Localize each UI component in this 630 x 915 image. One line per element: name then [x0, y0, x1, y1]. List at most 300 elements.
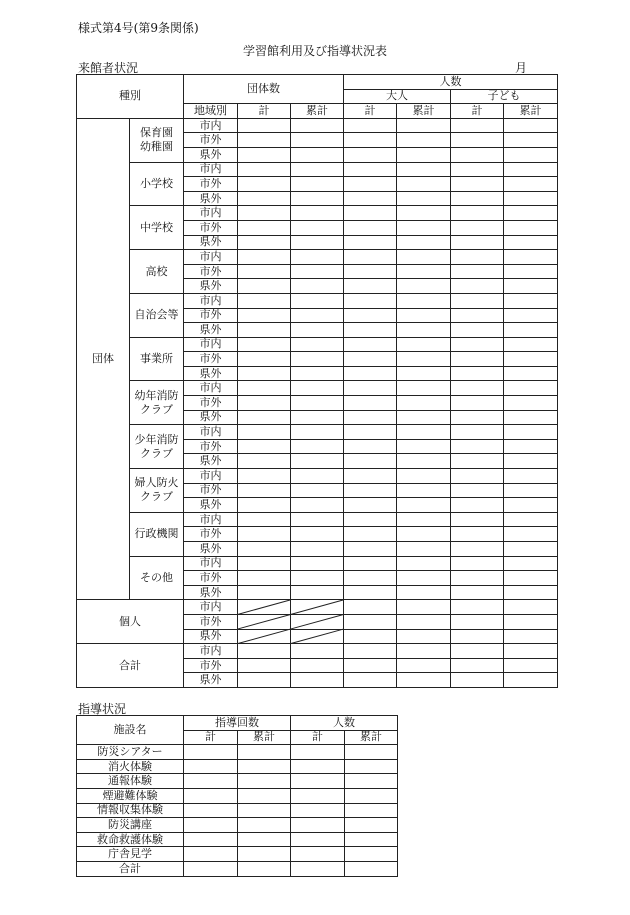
count-cell[interactable] [238, 527, 291, 542]
count-cell[interactable] [238, 220, 291, 235]
count-cell[interactable] [397, 673, 451, 688]
count-cell[interactable] [397, 614, 451, 629]
document-title: 学習館利用及び指導状況表 [242, 44, 387, 58]
count-cell[interactable] [451, 483, 504, 498]
count-cell[interactable] [291, 600, 344, 615]
count-cell[interactable] [504, 147, 558, 162]
count-cell[interactable] [238, 133, 291, 148]
count-cell[interactable] [397, 191, 451, 206]
header-people: 人数 [344, 75, 558, 90]
count-cell[interactable] [238, 425, 291, 440]
guidance-cell[interactable] [291, 832, 345, 847]
count-cell[interactable] [451, 235, 504, 250]
count-cell[interactable] [504, 337, 558, 352]
count-cell[interactable] [344, 600, 397, 615]
region-label: 市内 [184, 469, 238, 484]
count-cell[interactable] [291, 133, 344, 148]
count-cell[interactable] [451, 600, 504, 615]
count-cell[interactable] [504, 571, 558, 586]
guidance-cell[interactable] [184, 803, 238, 818]
count-cell[interactable] [291, 235, 344, 250]
count-cell[interactable] [344, 308, 397, 323]
count-cell[interactable] [397, 644, 451, 659]
header-child-total: 計 [451, 104, 504, 119]
count-cell[interactable] [238, 673, 291, 688]
count-cell[interactable] [451, 250, 504, 265]
count-cell[interactable] [504, 600, 558, 615]
count-cell[interactable] [504, 673, 558, 688]
count-cell[interactable] [291, 250, 344, 265]
count-cell[interactable] [238, 337, 291, 352]
count-cell[interactable] [344, 162, 397, 177]
guidance-cell[interactable] [238, 788, 291, 803]
count-cell[interactable] [291, 177, 344, 192]
count-cell[interactable] [451, 512, 504, 527]
count-cell[interactable] [397, 396, 451, 411]
count-cell[interactable] [504, 323, 558, 338]
count-cell[interactable] [397, 527, 451, 542]
count-cell[interactable] [451, 118, 504, 133]
count-cell[interactable] [451, 177, 504, 192]
region-label: 市内 [184, 293, 238, 308]
guidance-cell[interactable] [238, 745, 291, 760]
count-cell[interactable] [291, 279, 344, 294]
count-cell[interactable] [344, 469, 397, 484]
count-cell[interactable] [504, 220, 558, 235]
count-cell[interactable] [397, 585, 451, 600]
count-cell[interactable] [344, 337, 397, 352]
count-cell[interactable] [451, 410, 504, 425]
count-cell[interactable] [397, 425, 451, 440]
count-cell[interactable] [344, 264, 397, 279]
count-cell[interactable] [238, 454, 291, 469]
count-cell[interactable] [344, 220, 397, 235]
count-cell[interactable] [451, 469, 504, 484]
count-cell[interactable] [344, 323, 397, 338]
count-cell[interactable] [291, 673, 344, 688]
count-cell[interactable] [344, 147, 397, 162]
count-cell[interactable] [291, 658, 344, 673]
count-cell[interactable] [238, 483, 291, 498]
guidance-cell[interactable] [345, 832, 398, 847]
count-cell[interactable] [397, 439, 451, 454]
count-cell[interactable] [344, 673, 397, 688]
count-cell[interactable] [504, 118, 558, 133]
count-cell[interactable] [238, 410, 291, 425]
count-cell[interactable] [291, 527, 344, 542]
count-cell[interactable] [344, 542, 397, 557]
count-cell[interactable] [451, 498, 504, 513]
guidance-cell[interactable] [238, 832, 291, 847]
count-cell[interactable] [344, 454, 397, 469]
count-cell[interactable] [397, 147, 451, 162]
count-cell[interactable] [291, 366, 344, 381]
count-cell[interactable] [291, 206, 344, 221]
facility-label: 防災講座 [77, 818, 184, 833]
count-cell[interactable] [344, 293, 397, 308]
count-cell[interactable] [504, 527, 558, 542]
header-group-total: 計 [238, 104, 291, 119]
count-cell[interactable] [451, 571, 504, 586]
header-adult-cumulative: 累計 [397, 104, 451, 119]
count-cell[interactable] [291, 469, 344, 484]
count-cell[interactable] [291, 220, 344, 235]
count-cell[interactable] [344, 118, 397, 133]
count-cell[interactable] [238, 439, 291, 454]
guidance-cell[interactable] [291, 759, 345, 774]
count-cell[interactable] [504, 454, 558, 469]
count-cell[interactable] [451, 279, 504, 294]
count-cell[interactable] [238, 614, 291, 629]
region-label: 市内 [184, 250, 238, 265]
guidance-cell[interactable] [184, 861, 238, 876]
count-cell[interactable] [504, 381, 558, 396]
count-cell[interactable] [397, 483, 451, 498]
count-cell[interactable] [344, 439, 397, 454]
count-cell[interactable] [504, 206, 558, 221]
guidance-cell[interactable] [291, 861, 345, 876]
count-cell[interactable] [504, 279, 558, 294]
count-cell[interactable] [397, 133, 451, 148]
count-cell[interactable] [238, 556, 291, 571]
count-cell[interactable] [291, 162, 344, 177]
guidance-cell[interactable] [345, 774, 398, 789]
count-cell[interactable] [238, 366, 291, 381]
count-cell[interactable] [344, 585, 397, 600]
count-cell[interactable] [291, 293, 344, 308]
count-cell[interactable] [397, 556, 451, 571]
region-label: 市外 [184, 658, 238, 673]
count-cell[interactable] [504, 556, 558, 571]
count-cell[interactable] [504, 469, 558, 484]
count-cell[interactable] [504, 658, 558, 673]
guidance-cell[interactable] [345, 847, 398, 862]
count-cell[interactable] [397, 264, 451, 279]
count-cell[interactable] [238, 250, 291, 265]
count-cell[interactable] [397, 235, 451, 250]
count-cell[interactable] [344, 191, 397, 206]
count-cell[interactable] [238, 206, 291, 221]
count-cell[interactable] [451, 220, 504, 235]
count-cell[interactable] [238, 118, 291, 133]
guidance-cell[interactable] [238, 847, 291, 862]
count-cell[interactable] [504, 308, 558, 323]
count-cell[interactable] [451, 585, 504, 600]
table-row [77, 381, 558, 396]
count-cell[interactable] [344, 512, 397, 527]
count-cell[interactable] [344, 235, 397, 250]
count-cell[interactable] [397, 469, 451, 484]
guidance-cell[interactable] [184, 759, 238, 774]
count-cell[interactable] [397, 250, 451, 265]
count-cell[interactable] [238, 162, 291, 177]
guidance-cell[interactable] [345, 818, 398, 833]
count-cell[interactable] [451, 323, 504, 338]
count-cell[interactable] [504, 425, 558, 440]
guidance-cell[interactable] [345, 759, 398, 774]
count-cell[interactable] [291, 264, 344, 279]
count-cell[interactable] [397, 308, 451, 323]
count-cell[interactable] [397, 410, 451, 425]
count-cell[interactable] [291, 308, 344, 323]
count-cell[interactable] [344, 498, 397, 513]
count-cell[interactable] [451, 614, 504, 629]
count-cell[interactable] [397, 352, 451, 367]
count-cell[interactable] [291, 483, 344, 498]
count-cell[interactable] [504, 410, 558, 425]
region-label: 県外 [184, 235, 238, 250]
count-cell[interactable] [451, 527, 504, 542]
count-cell[interactable] [238, 571, 291, 586]
count-cell[interactable] [291, 425, 344, 440]
count-cell[interactable] [291, 454, 344, 469]
count-cell[interactable] [504, 396, 558, 411]
count-cell[interactable] [238, 352, 291, 367]
count-cell[interactable] [344, 396, 397, 411]
count-cell[interactable] [504, 235, 558, 250]
count-cell[interactable] [238, 381, 291, 396]
count-cell[interactable] [291, 381, 344, 396]
count-cell[interactable] [238, 308, 291, 323]
month-label: 月 [515, 61, 528, 75]
count-cell[interactable] [344, 629, 397, 644]
region-label: 市外 [184, 483, 238, 498]
count-cell[interactable] [238, 279, 291, 294]
count-cell[interactable] [344, 644, 397, 659]
guidance-cell[interactable] [238, 818, 291, 833]
count-cell[interactable] [291, 512, 344, 527]
count-cell[interactable] [238, 396, 291, 411]
count-cell[interactable] [504, 177, 558, 192]
count-cell[interactable] [397, 454, 451, 469]
count-cell[interactable] [504, 585, 558, 600]
count-cell[interactable] [397, 571, 451, 586]
count-cell[interactable] [451, 352, 504, 367]
count-cell[interactable] [238, 542, 291, 557]
count-cell[interactable] [238, 147, 291, 162]
count-cell[interactable] [344, 556, 397, 571]
header-adult-total: 計 [344, 104, 397, 119]
region-label: 県外 [184, 629, 238, 644]
facility-label: 防災シアター [77, 745, 184, 760]
count-cell[interactable] [451, 425, 504, 440]
count-cell[interactable] [504, 498, 558, 513]
count-cell[interactable] [504, 614, 558, 629]
count-cell[interactable] [238, 191, 291, 206]
count-cell[interactable] [397, 177, 451, 192]
count-cell[interactable] [344, 410, 397, 425]
count-cell[interactable] [291, 147, 344, 162]
count-cell[interactable] [504, 264, 558, 279]
count-cell[interactable] [291, 498, 344, 513]
count-cell[interactable] [238, 629, 291, 644]
count-cell[interactable] [451, 264, 504, 279]
guidance-cell[interactable] [184, 788, 238, 803]
guidance-cell[interactable] [291, 745, 345, 760]
subcategory-label: 高校 [130, 250, 184, 294]
count-cell[interactable] [504, 250, 558, 265]
count-cell[interactable] [397, 542, 451, 557]
guidance-cell[interactable] [238, 774, 291, 789]
guidance-cell[interactable] [345, 745, 398, 760]
count-cell[interactable] [344, 352, 397, 367]
region-label: 県外 [184, 323, 238, 338]
count-cell[interactable] [451, 644, 504, 659]
count-cell[interactable] [238, 644, 291, 659]
guidance-cell[interactable] [238, 861, 291, 876]
count-cell[interactable] [451, 454, 504, 469]
count-cell[interactable] [238, 498, 291, 513]
count-cell[interactable] [344, 177, 397, 192]
count-cell[interactable] [344, 658, 397, 673]
count-cell[interactable] [397, 366, 451, 381]
guidance-cell[interactable] [184, 774, 238, 789]
count-cell[interactable] [504, 512, 558, 527]
count-cell[interactable] [291, 571, 344, 586]
count-cell[interactable] [397, 658, 451, 673]
count-cell[interactable] [504, 629, 558, 644]
header-people-total: 計 [291, 730, 345, 745]
guidance-cell[interactable] [184, 847, 238, 862]
count-cell[interactable] [451, 337, 504, 352]
count-cell[interactable] [397, 600, 451, 615]
count-cell[interactable] [291, 542, 344, 557]
count-cell[interactable] [238, 512, 291, 527]
guidance-cell[interactable] [291, 774, 345, 789]
guidance-cell[interactable] [291, 847, 345, 862]
count-cell[interactable] [451, 191, 504, 206]
count-cell[interactable] [344, 483, 397, 498]
count-cell[interactable] [344, 614, 397, 629]
count-cell[interactable] [397, 629, 451, 644]
count-cell[interactable] [451, 133, 504, 148]
header-guidance-total: 計 [184, 730, 238, 745]
count-cell[interactable] [238, 177, 291, 192]
count-cell[interactable] [291, 556, 344, 571]
count-cell[interactable] [291, 644, 344, 659]
count-cell[interactable] [504, 439, 558, 454]
count-cell[interactable] [344, 133, 397, 148]
guidance-cell[interactable] [238, 759, 291, 774]
count-cell[interactable] [238, 600, 291, 615]
count-cell[interactable] [397, 118, 451, 133]
count-cell[interactable] [397, 279, 451, 294]
guidance-cell[interactable] [184, 818, 238, 833]
count-cell[interactable] [397, 162, 451, 177]
region-label: 市内 [184, 556, 238, 571]
count-cell[interactable] [238, 293, 291, 308]
count-cell[interactable] [451, 366, 504, 381]
header-region: 地域別 [184, 104, 238, 119]
guidance-cell[interactable] [184, 832, 238, 847]
guidance-cell[interactable] [291, 803, 345, 818]
count-cell[interactable] [344, 571, 397, 586]
count-cell[interactable] [238, 323, 291, 338]
count-cell[interactable] [451, 658, 504, 673]
region-label: 市内 [184, 337, 238, 352]
count-cell[interactable] [397, 337, 451, 352]
count-cell[interactable] [344, 279, 397, 294]
guidance-cell[interactable] [345, 803, 398, 818]
count-cell[interactable] [344, 425, 397, 440]
count-cell[interactable] [344, 250, 397, 265]
count-cell[interactable] [397, 206, 451, 221]
count-cell[interactable] [504, 352, 558, 367]
count-cell[interactable] [504, 366, 558, 381]
region-label: 県外 [184, 191, 238, 206]
count-cell[interactable] [291, 337, 344, 352]
count-cell[interactable] [397, 323, 451, 338]
guidance-cell[interactable] [345, 861, 398, 876]
count-cell[interactable] [504, 483, 558, 498]
count-cell[interactable] [451, 396, 504, 411]
count-cell[interactable] [238, 585, 291, 600]
count-cell[interactable] [291, 410, 344, 425]
count-cell[interactable] [344, 206, 397, 221]
count-cell[interactable] [397, 512, 451, 527]
count-cell[interactable] [397, 220, 451, 235]
count-cell[interactable] [291, 396, 344, 411]
count-cell[interactable] [344, 381, 397, 396]
count-cell[interactable] [451, 673, 504, 688]
count-cell[interactable] [238, 235, 291, 250]
count-cell[interactable] [291, 323, 344, 338]
count-cell[interactable] [397, 498, 451, 513]
count-cell[interactable] [504, 133, 558, 148]
count-cell[interactable] [291, 629, 344, 644]
guidance-cell[interactable] [184, 745, 238, 760]
header-guidance-cumulative: 累計 [238, 730, 291, 745]
guidance-cell[interactable] [238, 803, 291, 818]
count-cell[interactable] [451, 542, 504, 557]
guidance-cell[interactable] [291, 788, 345, 803]
count-cell[interactable] [291, 352, 344, 367]
count-cell[interactable] [291, 585, 344, 600]
count-cell[interactable] [451, 162, 504, 177]
count-cell[interactable] [451, 556, 504, 571]
count-cell[interactable] [451, 308, 504, 323]
region-label: 県外 [184, 585, 238, 600]
guidance-cell[interactable] [345, 788, 398, 803]
count-cell[interactable] [344, 366, 397, 381]
count-cell[interactable] [504, 162, 558, 177]
count-cell[interactable] [451, 147, 504, 162]
count-cell[interactable] [291, 439, 344, 454]
count-cell[interactable] [291, 118, 344, 133]
subcategory-label: 婦人防火 クラブ [130, 469, 184, 513]
count-cell[interactable] [238, 264, 291, 279]
count-cell[interactable] [451, 629, 504, 644]
count-cell[interactable] [451, 381, 504, 396]
count-cell[interactable] [451, 439, 504, 454]
count-cell[interactable] [504, 542, 558, 557]
count-cell[interactable] [504, 644, 558, 659]
count-cell[interactable] [291, 191, 344, 206]
facility-row [77, 847, 398, 862]
guidance-cell[interactable] [291, 818, 345, 833]
count-cell[interactable] [238, 469, 291, 484]
count-cell[interactable] [397, 381, 451, 396]
count-cell[interactable] [291, 614, 344, 629]
count-cell[interactable] [238, 658, 291, 673]
count-cell[interactable] [504, 293, 558, 308]
count-cell[interactable] [344, 527, 397, 542]
count-cell[interactable] [451, 293, 504, 308]
facility-label: 消火体験 [77, 759, 184, 774]
count-cell[interactable] [397, 293, 451, 308]
count-cell[interactable] [451, 206, 504, 221]
count-cell[interactable] [504, 191, 558, 206]
